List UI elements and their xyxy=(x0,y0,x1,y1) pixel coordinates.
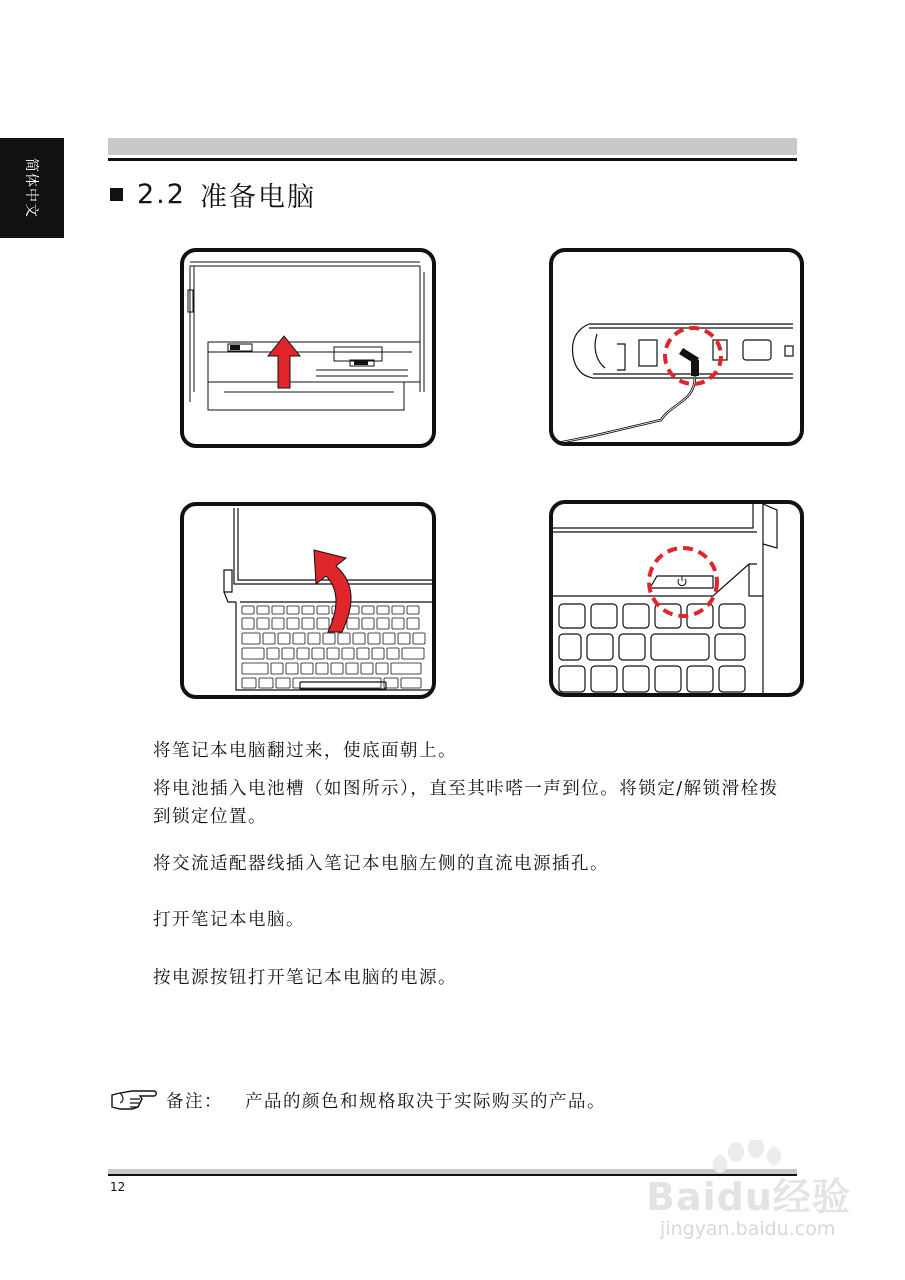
open-lid-drawing xyxy=(184,506,432,695)
page-number: 12 xyxy=(110,1180,126,1194)
battery-insert-drawing xyxy=(184,252,432,444)
step-4-text: 打开笔记本电脑。 xyxy=(153,910,305,930)
step-5-text: 按电源按钮打开笔记本电脑的电源。 xyxy=(153,968,457,988)
open-lid-illustration xyxy=(180,502,436,699)
step-1-text: 将笔记本电脑翻过来，使底面朝上。 xyxy=(153,741,457,761)
watermark-brand: Baidu经验 xyxy=(646,1175,851,1219)
section-heading xyxy=(110,176,316,212)
language-tab xyxy=(0,138,64,238)
header-gray-bar xyxy=(108,138,797,155)
note-label: 备注： xyxy=(166,1091,223,1112)
power-button-illustration xyxy=(549,500,804,697)
pointing-hand-icon xyxy=(110,1087,158,1113)
note-text: 产品的颜色和规格取决于实际购买的产品。 xyxy=(245,1091,606,1112)
ac-adapter-drawing xyxy=(553,252,800,442)
section-number: 2.2 xyxy=(137,178,186,210)
power-button-drawing xyxy=(553,504,800,693)
ac-adapter-plug-illustration xyxy=(549,248,804,446)
square-bullet-icon xyxy=(110,188,123,201)
step-3-text: 将交流适配器线插入笔记本电脑左侧的直流电源插孔。 xyxy=(153,854,609,874)
battery-insert-illustration xyxy=(180,248,436,448)
header-rule xyxy=(108,158,797,161)
watermark-url: jingyan.baidu.com xyxy=(660,1218,836,1240)
note-block xyxy=(110,1085,606,1115)
step-2-text: 将电池插入电池槽（如图所示），直至其咔嗒一声到位。将锁定/解锁滑栓拨到锁定位置。 xyxy=(153,779,779,827)
language-tab-label: 简体中文 xyxy=(23,158,39,218)
section-title: 准备电脑 xyxy=(199,181,316,213)
